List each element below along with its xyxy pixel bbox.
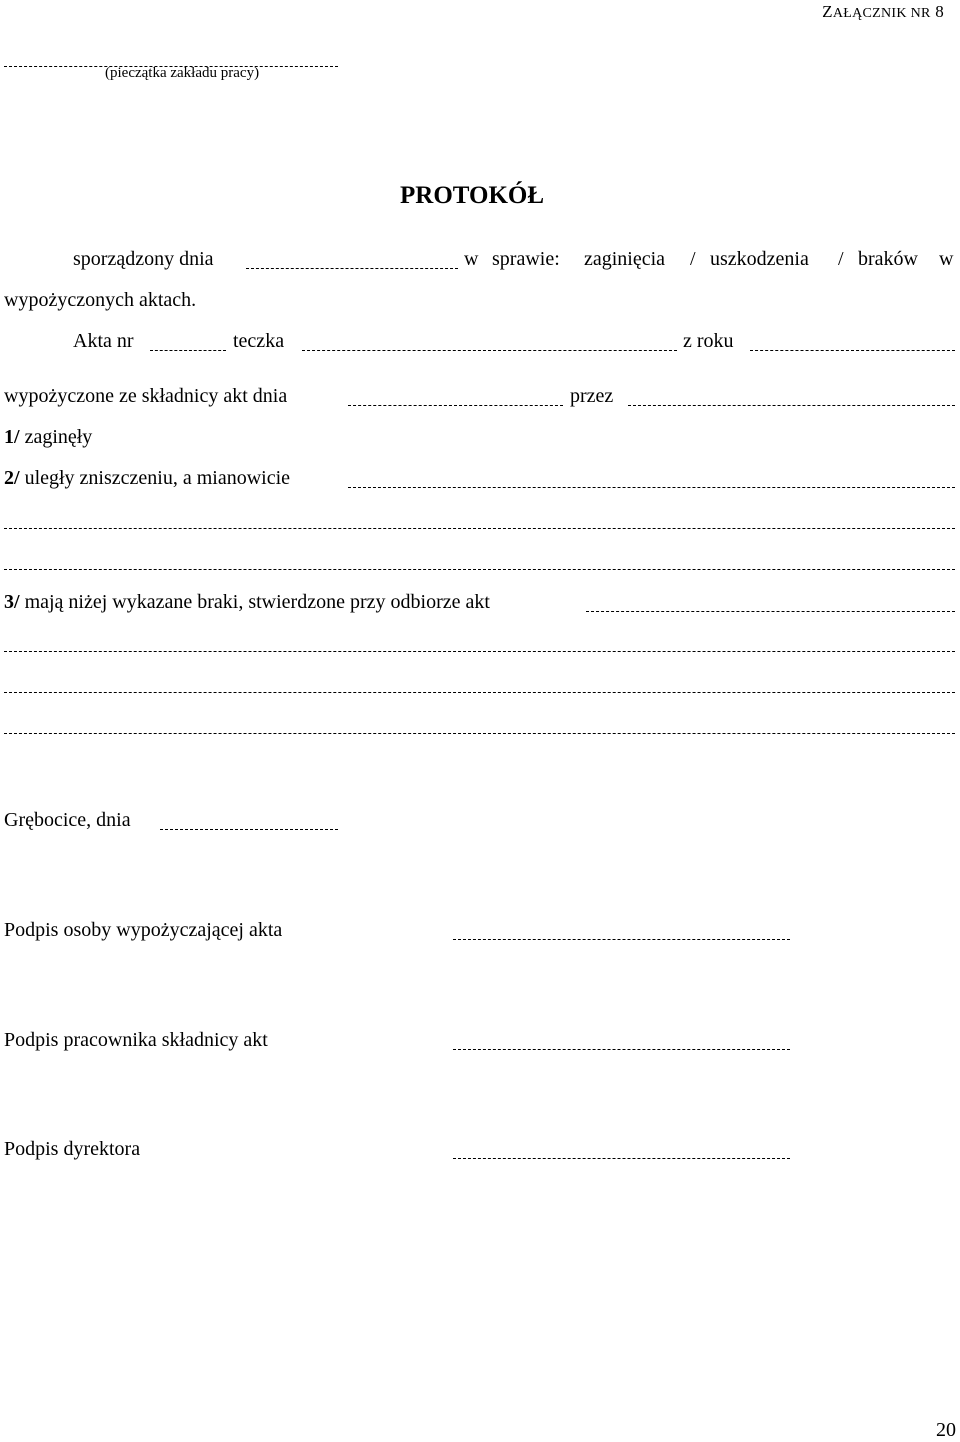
attachment-label (822, 2, 944, 24)
folder-label: teczka (233, 330, 285, 352)
item-3-field-2[interactable] (4, 651, 955, 652)
year-field[interactable] (750, 350, 955, 351)
attachment-number: 8 (935, 2, 944, 21)
place-date-field[interactable] (160, 829, 338, 830)
item-3-field-3[interactable] (4, 692, 955, 693)
page-title: PROTOKÓŁ (400, 182, 545, 209)
file-number-field[interactable] (150, 350, 226, 351)
year-label: z roku (683, 330, 734, 352)
by-label: przez (570, 385, 614, 407)
borrower-signature-label: Podpis osoby wypożyczającej akta (4, 919, 283, 941)
item-2-field-3[interactable] (4, 569, 955, 570)
item-2-field-2[interactable] (4, 528, 955, 529)
item-2-field-1[interactable] (348, 487, 955, 488)
item-3-field-1[interactable] (586, 611, 955, 612)
item-2-number: 2/ (4, 467, 20, 489)
loss-word: zaginięcia (584, 248, 666, 270)
director-signature-field[interactable] (453, 1158, 790, 1159)
item-1-text: zaginęły (24, 426, 93, 448)
borrowed-date-field[interactable] (348, 405, 563, 406)
item-3-number: 3/ (4, 591, 20, 613)
page-number: 20 (936, 1419, 956, 1441)
deficiency-word: braków (858, 248, 918, 270)
borrowed-files-text: wypożyczonych aktach. (4, 289, 197, 311)
director-signature-label: Podpis dyrektora (4, 1138, 141, 1160)
drawn-up-date-field[interactable] (246, 268, 458, 269)
file-number-label: Akta nr (73, 330, 134, 352)
folder-field[interactable] (302, 350, 677, 351)
attachment-label-rest: AŁĄCZNIK NR (832, 6, 931, 21)
in-word-end: w (939, 248, 954, 270)
item-3 (4, 590, 490, 614)
item-3-text: mają niżej wykazane braki, stwierdzone przy odbiorze akt (24, 591, 490, 613)
archive-worker-signature-field[interactable] (453, 1049, 790, 1050)
item-2-text: uległy zniszczeniu, a mianowicie (24, 467, 291, 489)
slash-1: / (690, 248, 696, 270)
place-date-label: Grębocice, dnia (4, 809, 131, 831)
slash-2: / (838, 248, 844, 270)
matter-label: sprawie: (492, 248, 560, 270)
drawn-up-label: sporządzony dnia (73, 248, 214, 270)
borrowed-by-field[interactable] (628, 405, 955, 406)
borrower-signature-field[interactable] (453, 939, 790, 940)
stamp-label: (pieczątka zakładu pracy) (105, 65, 260, 81)
in-word: w (464, 248, 479, 270)
archive-worker-signature-label: Podpis pracownika składnicy akt (4, 1029, 268, 1051)
attachment-label-prefix: Z (822, 2, 833, 21)
borrowed-date-label: wypożyczone ze składnicy akt dnia (4, 385, 288, 407)
item-3-field-4[interactable] (4, 733, 955, 734)
item-2 (4, 466, 290, 490)
damage-word: uszkodzenia (710, 248, 809, 270)
item-1 (4, 425, 92, 449)
item-1-number: 1/ (4, 426, 20, 448)
